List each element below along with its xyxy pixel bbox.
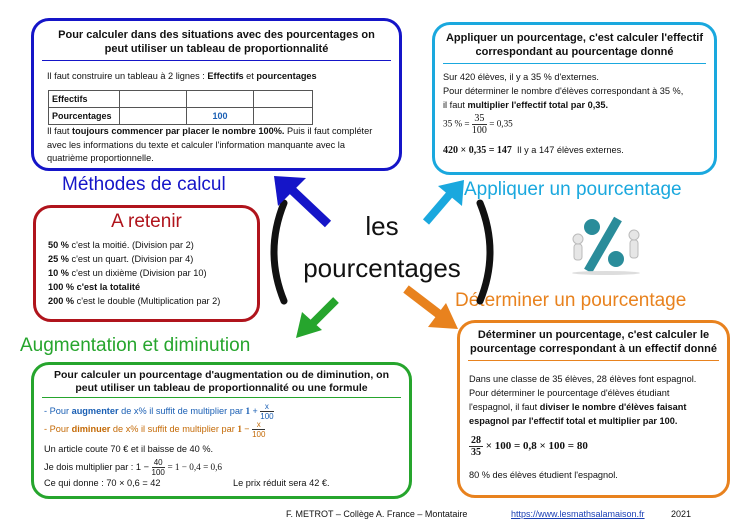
appliquer-result: 420 × 0,35 = 147 Il y a 147 élèves externes. bbox=[443, 145, 624, 156]
table-cell bbox=[120, 91, 187, 108]
augmentation-box-title: Pour calculer un pourcentage d'augmentation ou de diminution, on peut utiliser un tableau de proportionnalité ou une formule bbox=[53, 369, 389, 394]
heading-appliquer: Appliquer un pourcentage bbox=[464, 179, 682, 200]
frac-num: 35 bbox=[472, 113, 487, 125]
retenir-item: 25 % c'est un quart. (Division par 4) bbox=[48, 254, 194, 264]
table-cell bbox=[187, 91, 254, 108]
frac-num: 28 bbox=[471, 435, 481, 446]
proportion-table bbox=[48, 90, 313, 125]
example-line1: Un article coute 70 € et il baisse de 40 %. bbox=[44, 444, 214, 454]
methodes-title-rule bbox=[42, 60, 391, 61]
table-cell bbox=[120, 108, 187, 125]
example-line2: Je dois multiplier par : 1 − $\frac{40}{100}$ = 1 − 0,4 = 0,6 bbox=[44, 458, 223, 477]
retenir-item: 10 % c'est un dixième (Division par 10) bbox=[48, 268, 207, 278]
arrow-to-methodes bbox=[270, 172, 340, 232]
determiner-equation: $\frac{28}{35}$ × 100 = 0,8 × 100 = 80 bbox=[471, 435, 588, 458]
center-title-line1: les bbox=[365, 211, 399, 241]
footer-year: 2021 bbox=[671, 509, 692, 519]
center-title-line2: pourcentages bbox=[303, 253, 461, 283]
determiner-line1: Dans une classe de 35 élèves, 28 élèves font espagnol. bbox=[469, 374, 697, 384]
frac-num: 40 bbox=[152, 458, 165, 468]
table-cell bbox=[254, 91, 313, 108]
appliquer-box bbox=[432, 22, 717, 175]
frac-den: 100 bbox=[151, 468, 165, 477]
appliquer-line2: Pour déterminer le nombre d'élèves correspondant à 35 %, bbox=[443, 86, 684, 96]
retenir-title: A retenir bbox=[111, 211, 182, 232]
retenir-item: 50 % c'est la moitié. (Division par 2) bbox=[48, 240, 194, 250]
arrow-to-augmentation bbox=[292, 296, 342, 342]
arrow-to-appliquer bbox=[420, 178, 470, 228]
frac-den: 100 bbox=[260, 412, 274, 421]
methodes-box bbox=[31, 18, 402, 171]
diminution-formula: - Pour diminuer de x% il suffit de multiplier par 1 − $\frac{x}{100}$ bbox=[44, 420, 266, 439]
appliquer-box-title: Appliquer un pourcentage, c'est calculer l'effectif correspondant au pourcentage donné bbox=[445, 32, 704, 58]
frac-num: x bbox=[260, 402, 273, 412]
frac-den: 100 bbox=[471, 125, 487, 136]
augmentation-box bbox=[31, 362, 412, 499]
retenir-box bbox=[33, 205, 260, 322]
appliquer-equation: 35 % = $\frac{35}{100}$ = 0,35 bbox=[443, 113, 513, 136]
appliquer-line1: Sur 420 élèves, il y a 35 % d'externes. bbox=[443, 72, 599, 82]
methodes-box-title: Pour calculer dans des situations avec des pourcentages on peut utiliser un tableau de proportionnalité bbox=[58, 29, 375, 55]
methodes-line1: Il faut construire un tableau à 2 lignes : Effectifs et pourcentages bbox=[47, 71, 317, 81]
frac-num: x bbox=[252, 420, 265, 430]
determiner-line4: espagnol par l'effectif total et multiplier par 100. bbox=[469, 416, 678, 426]
retenir-item: 100 % c'est la totalité bbox=[48, 282, 141, 292]
frac-den: 100 bbox=[252, 430, 266, 439]
methodes-paragraph: Il faut toujours commencer par placer le nombre 100%. Puis il faut compléter avec les informations du texte et calculer l'information manquante avec la quatrième proportionnelle. bbox=[47, 126, 373, 163]
example-line3-result: Le prix réduit sera 42 €. bbox=[233, 478, 330, 488]
table-label-pourcentages: Pourcentages bbox=[49, 108, 120, 125]
example-line3: Ce qui donne : 70 × 0,6 = 42 bbox=[44, 478, 161, 488]
percent-figures-icon bbox=[566, 213, 646, 275]
table-cell bbox=[254, 108, 313, 125]
determiner-line2: Pour déterminer le pourcentage d'élèves étudiant bbox=[469, 388, 670, 398]
footer-url-link[interactable]: https://www.lesmathsalamaison.fr bbox=[511, 509, 645, 519]
appliquer-line3: il faut multiplier l'effectif total par 0,35. bbox=[443, 100, 609, 110]
table-label-effectifs: Effectifs bbox=[49, 91, 120, 108]
heading-augmentation: Augmentation et diminution bbox=[20, 335, 251, 356]
table-value-100: 100 bbox=[187, 108, 254, 125]
determiner-conclusion: 80 % des élèves étudient l'espagnol. bbox=[469, 470, 618, 480]
determiner-box bbox=[457, 320, 730, 498]
augmentation-formula: - Pour augmenter de x% il suffit de multiplier par 1 + $\frac{x}{100}$ bbox=[44, 402, 274, 421]
augmentation-title-rule bbox=[42, 397, 401, 398]
frac-den: 35 bbox=[471, 447, 481, 458]
determiner-line3: l'espagnol, il faut diviser le nombre d'élèves faisant bbox=[469, 402, 687, 412]
heading-methodes: Méthodes de calcul bbox=[62, 174, 226, 195]
appliquer-title-rule bbox=[443, 63, 706, 64]
heading-determiner: Déterminer un pourcentage bbox=[455, 290, 687, 311]
arrow-to-determiner bbox=[402, 283, 462, 333]
retenir-item: 200 % c'est le double (Multiplication par 2) bbox=[48, 296, 221, 306]
determiner-box-title: Déterminer un pourcentage, c'est calculer le pourcentage correspondant à un effectif donné bbox=[470, 329, 717, 355]
determiner-title-rule bbox=[468, 360, 719, 361]
footer-author: F. METROT – Collège A. France – Montataire bbox=[286, 509, 468, 519]
